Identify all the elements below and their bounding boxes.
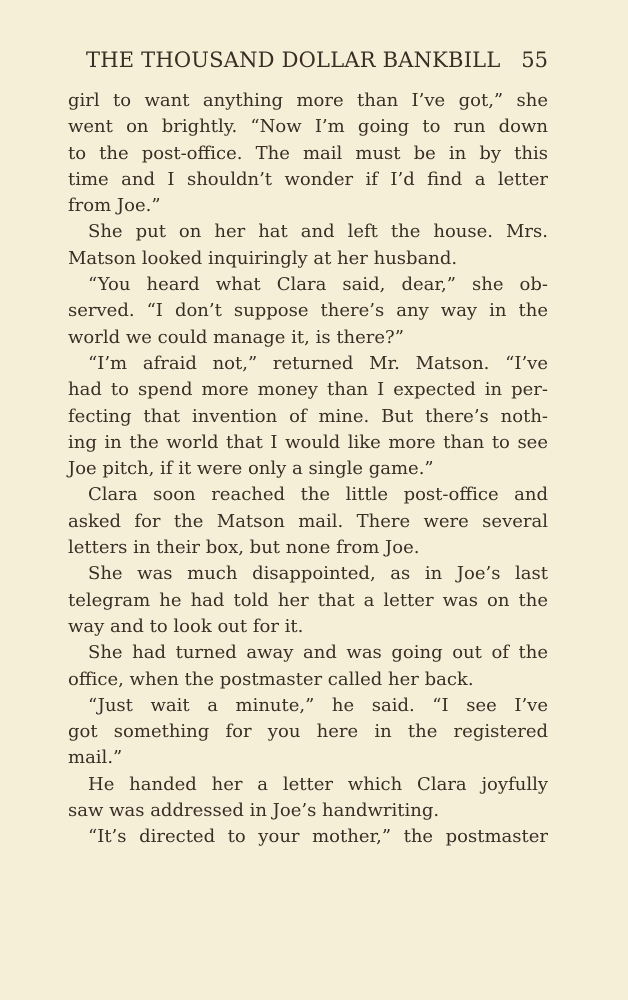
text-line: She was much disappointed, as in Joe’s last [88,563,548,585]
text-line: She put on her hat and left the house. Mrs. [88,221,548,243]
text-line: girl to want anything more than I’ve got,” she [68,90,548,111]
text-line: She had turned away and was going out of the [88,642,548,664]
text-line: had to spend more money than I expected in per- [68,379,548,401]
text-line: “I’m afraid not,” returned Mr. Matson. “I’ve [88,352,548,374]
page-number: 55 [521,48,548,72]
text-line: served. “I don’t suppose there’s any way in the [68,300,548,322]
text-line: way and to look out for it. [68,615,304,637]
page-header [68,48,548,82]
text-line: Clara soon reached the little post-office and [88,484,548,506]
text-line: asked for the Matson mail. There were several [68,510,548,532]
text-line: got something for you here in the registered [68,721,548,743]
text-line: to the post-office. The mail must be in by this [68,142,548,164]
text-line: from Joe.” [68,195,161,217]
text-line: ing in the world that I would like more than to see [68,431,548,453]
text-line: office, when the postmaster called her back. [68,668,474,690]
text-line: world we could manage it, is there?” [68,326,404,348]
running-head: THE THOUSAND DOLLAR BANKBILL [86,48,501,72]
text-line: saw was addressed in Joe’s handwriting. [68,800,440,822]
text-line: fecting that invention of mine. But there’s noth- [68,405,548,427]
text-line: “It’s directed to your mother,” the postmaster [88,826,548,848]
text-line: mail.” [68,747,123,769]
text-line: telegram he had told her that a letter was on the [68,589,548,611]
text-line: Matson looked inquiringly at her husband. [68,247,458,269]
text-line: He handed her a letter which Clara joyfully [88,773,548,795]
text-line: letters in their box, but none from Joe. [68,537,420,559]
text-line: “You heard what Clara said, dear,” she ob- [88,274,548,296]
text-line: “Just wait a minute,” he said. “I see I’ve [88,694,548,716]
text-line: Joe pitch, if it were only a single game.” [68,458,434,480]
text-line: time and I shouldn’t wonder if I’d find a letter [68,168,548,190]
body-text [68,88,548,851]
text-line: went on brightly. “Now I’m going to run down [68,116,548,138]
